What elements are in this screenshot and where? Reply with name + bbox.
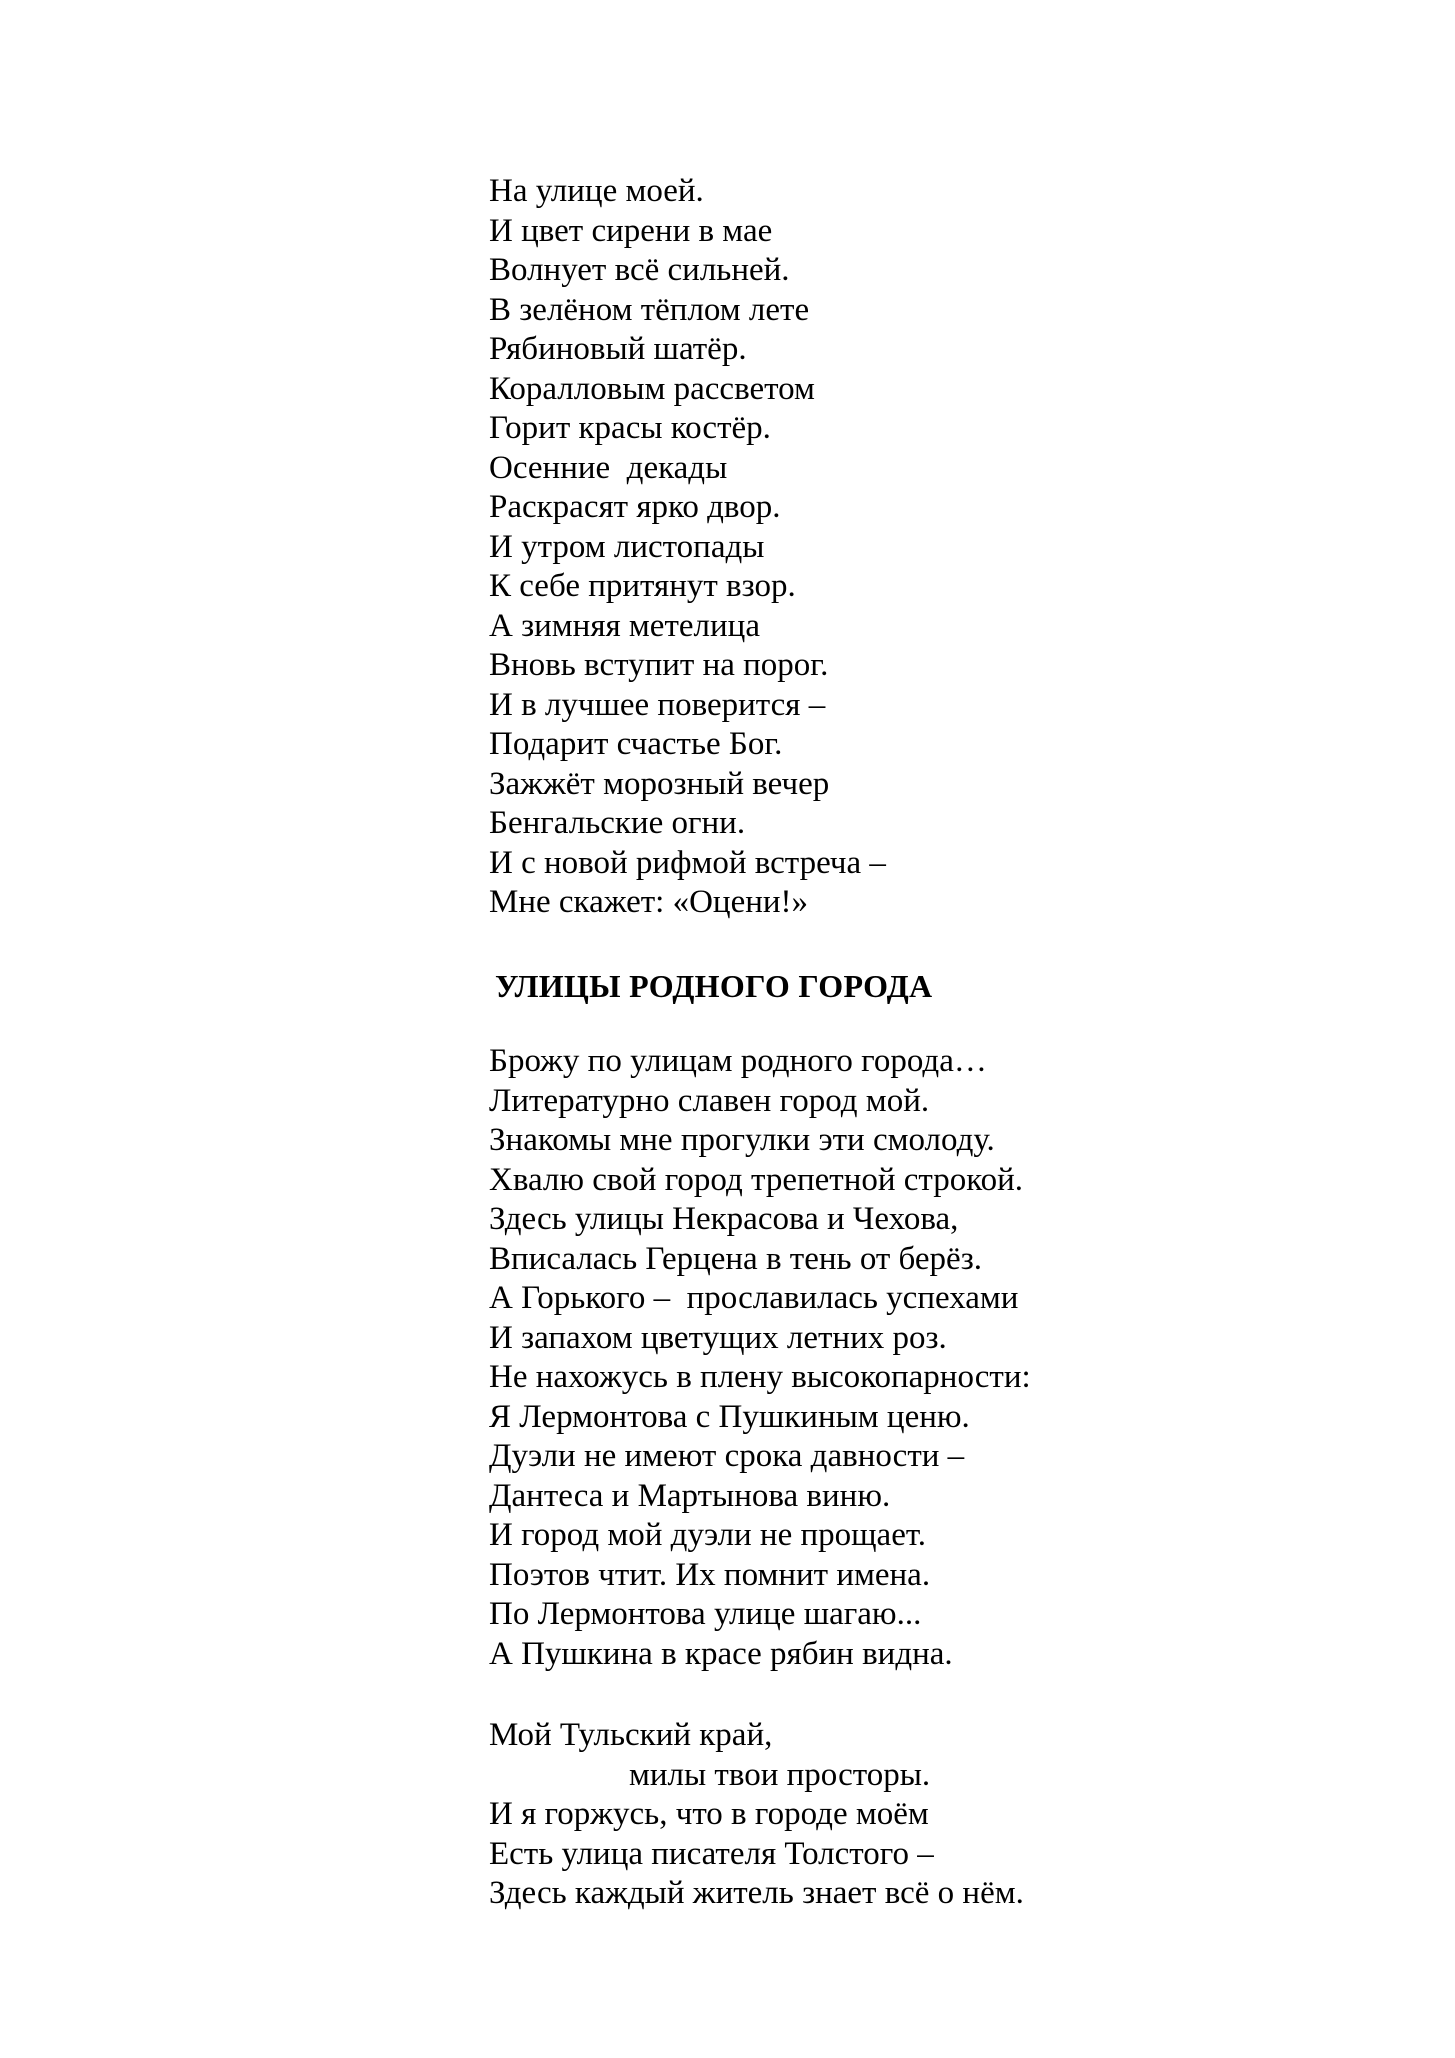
poem-line: Мой Тульский край,: [489, 1717, 773, 1753]
poem-line: Вновь вступит на порог.: [489, 647, 829, 683]
poem-line: Бенгальские огни.: [489, 805, 746, 841]
poem-line: Я Лермонтова с Пушкиным ценю.: [489, 1398, 970, 1435]
poem-line: Горит красы костёр.: [489, 410, 771, 446]
poem-stanza-2: [489, 1716, 1389, 1914]
poem-line: Осенние декады: [489, 449, 728, 486]
poem-line: Подарит счастье Бог.: [489, 726, 783, 762]
poem-line: А зимняя метелица: [489, 607, 760, 644]
poem-line: И с новой рифмой встреча –: [489, 844, 886, 881]
poem-line: Мне скажет: «Оцени!»: [489, 884, 809, 920]
poem-line: И цвет сирени в мае: [489, 212, 773, 249]
poem-line: Есть улица писателя Толстого –: [489, 1835, 934, 1872]
poem-line: А Пушкина в красе рябин видна.: [489, 1635, 953, 1672]
poem-line: Хвалю свой город трепетной строкой.: [489, 1161, 1024, 1198]
poem-line: Знакомы мне прогулки эти смолоду.: [489, 1122, 995, 1158]
poem-line: И запахом цветущих летних роз.: [489, 1319, 947, 1356]
poem-line: А Горького – прославилась успехами: [489, 1280, 1019, 1316]
poem-line: В зелёном тёплом лете: [489, 291, 810, 328]
poem-line: Коралловым рассветом: [489, 370, 815, 407]
poem-line: И город мой дуэли не прощает.: [489, 1517, 927, 1553]
poem-line: На улице моей.: [489, 173, 704, 209]
poem-line: И в лучшее поверится –: [489, 686, 826, 723]
poem-line: Здесь улицы Некрасова и Чехова,: [489, 1201, 959, 1237]
poem-line: Зажжёт морозный вечер: [489, 765, 830, 802]
poem-stanza-1: [489, 1042, 1389, 1674]
poem-line: Здесь каждый житель знает всё о нём.: [489, 1875, 1024, 1911]
poem-line: Поэтов чтит. Их помнит имена.: [489, 1556, 931, 1593]
poem-line: И я горжусь, что в городе моём: [489, 1796, 929, 1832]
poem-line: Дуэли не имеют срока давности –: [489, 1438, 965, 1474]
poem-line: И утром листопады: [489, 528, 765, 565]
poem-line: Литературно славен город мой.: [489, 1082, 930, 1119]
poem-line: К себе притянут взор.: [489, 568, 796, 604]
poem-line: Раскрасят ярко двор.: [489, 489, 781, 525]
poem-line: Волнует всё сильней.: [489, 252, 790, 288]
poem-line: Брожу по улицам родного города…: [489, 1043, 987, 1079]
poem-title: УЛИЦЫ РОДНОГО ГОРОДА: [495, 968, 933, 1004]
poem-line: Вписалась Герцена в тень от берёз.: [489, 1240, 982, 1277]
poem-line: Рябиновый шатёр.: [489, 331, 747, 367]
poem-line: Дантеса и Мартынова виню.: [489, 1477, 891, 1514]
poem-line: Не нахожусь в плену высокопарности:: [489, 1359, 1031, 1395]
poem-continuation: [489, 172, 1389, 923]
poem-line-indented: милы твои просторы.: [629, 1756, 931, 1793]
poem-line: По Лермонтова улице шагаю...: [489, 1596, 922, 1632]
